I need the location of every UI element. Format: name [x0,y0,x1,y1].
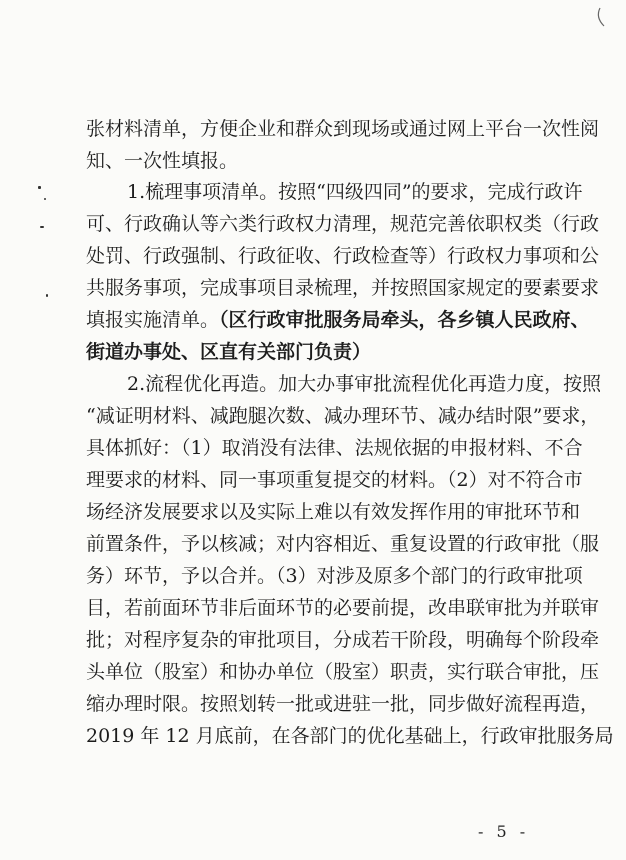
corner-scan-mark-icon [594,6,614,30]
text-line-17: 批；对程序复杂的审批项目，分成若干阶段，明确每个阶段牵 [86,629,600,651]
text-line-20: 2019 年 12 月底前，在各部门的优化基础上，行政审批服务局 [86,725,614,747]
text-line-11: 具体抓好：（1）取消没有法律、法规依据的申报材料、不合 [86,437,583,459]
text-line-7-regular: 填报实施清单。 [86,309,220,331]
page-number: - 5 - [478,822,530,841]
text-line-18: 头单位（股室）和协办单位（股室）职责，实行联合审批，压 [86,661,600,683]
scan-dot-mark [40,226,44,228]
text-line-5: 处罚、行政强制、行政征收、行政检查等）行政权力事项和公 [86,245,600,267]
text-line-13: 场经济发展要求以及实际上难以有效发挥作用的审批环节和 [86,501,581,523]
text-line-10: “减证明材料、减跑腿次数、减办理环节、减办结时限”要求， [86,405,600,427]
text-line-8: 街道办事处、区直有关部门负责） [86,341,372,363]
text-line-2: 知、一次性填报。 [86,150,239,172]
text-line-12: 理要求的材料、同一事项重复提交的材料。（2）对不符合市 [86,469,583,491]
scan-dot-mark [38,186,41,189]
text-line-19: 缩办理时限。按照划转一批或进驻一批，同步做好流程再造， [86,693,600,715]
text-line-3: 1.梳理事项清单。按照“四级四同”的要求，完成行政许 [127,181,583,203]
text-line-1: 张材料清单，方便企业和群众到现场或通过网上平台一次性阅 [86,118,600,140]
scan-dot-mark [46,294,48,297]
text-line-7 [86,306,590,334]
text-line-9: 2.流程优化再造。加大办事审批流程优化再造力度，按照 [127,373,602,395]
text-line-16: 目，若前面环节非后面环节的必要前提，改串联审批为并联审 [86,597,600,619]
text-line-6: 共服务事项，完成事项目录梳理，并按照国家规定的要素要求 [86,277,600,299]
text-line-15: 务）环节，予以合并。（3）对涉及原多个部门的行政审批项 [86,565,583,587]
text-line-14: 前置条件，予以核减；对内容相近、重复设置的行政审批（服 [86,533,600,555]
text-line-4: 可、行政确认等六类行政权力清理，规范完善依职权类（行政 [86,213,600,235]
text-line-7-bold: （区行政审批服务局牵头，各乡镇人民政府、 [219,309,590,331]
scan-dot-mark [44,198,46,200]
